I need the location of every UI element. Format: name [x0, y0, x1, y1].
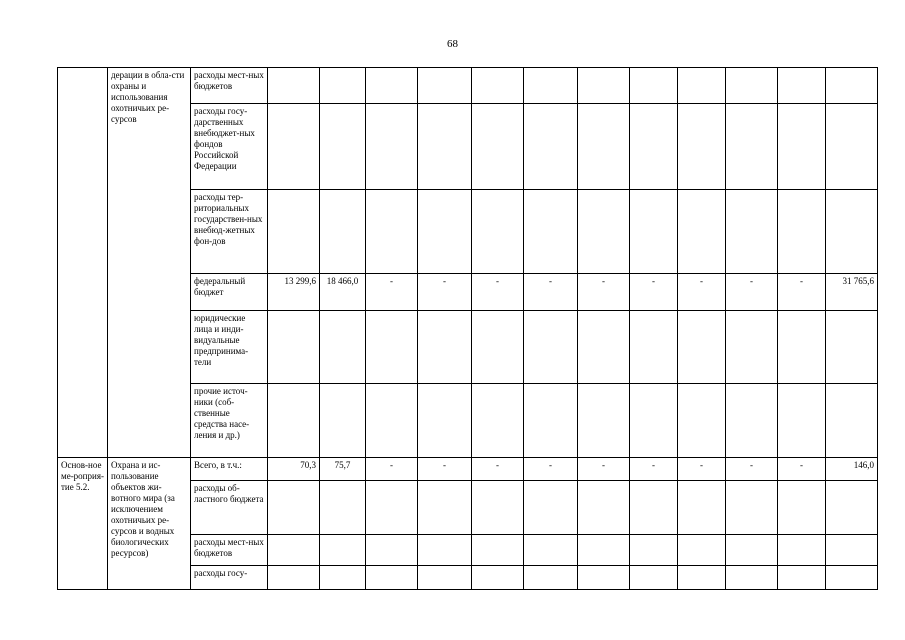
value-cell: -	[778, 458, 826, 481]
value-cell	[268, 535, 320, 566]
value-cell	[726, 311, 778, 384]
value-cell: -	[778, 274, 826, 311]
value-cell: -	[678, 458, 726, 481]
funding-source-cell: расходы госу-дарственных внебюджет-ных фондов Российской Федерации	[191, 104, 268, 190]
value-cell	[826, 535, 878, 566]
value-cell	[320, 566, 366, 590]
value-cell	[268, 384, 320, 458]
value-cell	[630, 384, 678, 458]
value-cell	[578, 190, 630, 274]
value-cell	[630, 311, 678, 384]
value-cell: -	[472, 274, 524, 311]
value-cell: -	[418, 274, 472, 311]
value-cell	[418, 104, 472, 190]
value-cell	[366, 481, 418, 535]
value-cell	[366, 384, 418, 458]
value-cell	[472, 566, 524, 590]
value-cell	[472, 190, 524, 274]
value-cell	[578, 481, 630, 535]
value-cell	[366, 190, 418, 274]
value-cell	[630, 566, 678, 590]
value-cell: -	[418, 458, 472, 481]
value-cell	[472, 311, 524, 384]
value-cell: -	[472, 458, 524, 481]
funding-source-cell: расходы тер-риториальных государствен-ных внебюд-жетных фон-дов	[191, 190, 268, 274]
value-cell: -	[630, 458, 678, 481]
program-name-cell: дерации в обла-сти охраны и использования охотничьих ре-сурсов	[108, 68, 191, 458]
value-cell: 18 466,0	[320, 274, 366, 311]
value-cell	[726, 190, 778, 274]
value-cell	[418, 481, 472, 535]
value-cell	[320, 535, 366, 566]
value-cell	[678, 566, 726, 590]
value-cell	[826, 311, 878, 384]
value-cell	[778, 535, 826, 566]
value-cell: -	[524, 458, 578, 481]
value-cell	[578, 384, 630, 458]
value-cell	[826, 190, 878, 274]
funding-source-cell: расходы мест-ных бюджетов	[191, 535, 268, 566]
value-cell	[726, 481, 778, 535]
value-cell	[726, 104, 778, 190]
value-cell	[678, 535, 726, 566]
value-cell: -	[524, 274, 578, 311]
value-cell	[630, 481, 678, 535]
value-cell	[778, 566, 826, 590]
value-cell	[778, 481, 826, 535]
funding-source-cell: расходы об-ластного бюджета	[191, 481, 268, 535]
value-cell	[826, 481, 878, 535]
value-cell	[524, 384, 578, 458]
value-cell	[366, 104, 418, 190]
value-cell	[578, 104, 630, 190]
value-cell	[320, 384, 366, 458]
value-cell	[578, 535, 630, 566]
program-name-cell: Охрана и ис-пользование объектов жи-вотного мира (за исключением охотничьих ре-сурсов и водных биологических ресурсов)	[108, 458, 191, 590]
value-cell	[320, 68, 366, 104]
budget-table	[57, 67, 878, 590]
funding-source-cell: юридические лица и инди-видуальные предпринима-тели	[191, 311, 268, 384]
value-cell	[578, 311, 630, 384]
table-row	[58, 458, 878, 481]
value-cell: 70,3	[268, 458, 320, 481]
value-cell	[268, 481, 320, 535]
value-cell	[418, 190, 472, 274]
value-cell	[678, 384, 726, 458]
value-cell	[268, 566, 320, 590]
value-cell	[320, 311, 366, 384]
funding-source-cell: расходы госу-	[191, 566, 268, 590]
value-cell	[630, 104, 678, 190]
value-cell	[524, 68, 578, 104]
value-cell	[366, 68, 418, 104]
value-cell	[678, 190, 726, 274]
value-cell	[826, 104, 878, 190]
value-cell: -	[366, 458, 418, 481]
value-cell	[726, 68, 778, 104]
value-cell	[578, 68, 630, 104]
value-cell	[678, 481, 726, 535]
page-number: 68	[447, 38, 458, 50]
value-cell	[678, 68, 726, 104]
value-cell	[524, 535, 578, 566]
value-cell	[472, 535, 524, 566]
value-cell: 146,0	[826, 458, 878, 481]
funding-source-cell: федеральный бюджет	[191, 274, 268, 311]
value-cell: -	[726, 458, 778, 481]
value-cell	[320, 190, 366, 274]
value-cell	[472, 481, 524, 535]
value-cell	[630, 68, 678, 104]
value-cell	[524, 481, 578, 535]
value-cell	[268, 311, 320, 384]
value-cell	[418, 68, 472, 104]
value-cell	[472, 68, 524, 104]
value-cell	[778, 104, 826, 190]
value-cell	[320, 481, 366, 535]
value-cell	[630, 535, 678, 566]
value-cell: -	[630, 274, 678, 311]
value-cell	[826, 384, 878, 458]
value-cell	[726, 384, 778, 458]
program-code-cell	[58, 68, 108, 458]
value-cell	[366, 311, 418, 384]
value-cell	[630, 190, 678, 274]
table-row	[58, 68, 878, 104]
value-cell	[726, 566, 778, 590]
value-cell	[578, 566, 630, 590]
value-cell	[418, 311, 472, 384]
value-cell: -	[578, 274, 630, 311]
value-cell	[524, 311, 578, 384]
value-cell: -	[366, 274, 418, 311]
value-cell	[472, 104, 524, 190]
funding-source-cell: прочие источ-ники (соб-ственные средства насе-ления и др.)	[191, 384, 268, 458]
program-code-cell: Основ-ное ме-роприя-тие 5.2.	[58, 458, 108, 590]
funding-source-cell: Всего, в т.ч.:	[191, 458, 268, 481]
value-cell: -	[678, 274, 726, 311]
value-cell: -	[726, 274, 778, 311]
funding-source-cell: расходы мест-ных бюджетов	[191, 68, 268, 104]
value-cell: 13 299,6	[268, 274, 320, 311]
value-cell	[268, 68, 320, 104]
value-cell	[418, 384, 472, 458]
value-cell	[418, 566, 472, 590]
value-cell	[472, 384, 524, 458]
value-cell	[778, 68, 826, 104]
value-cell	[778, 311, 826, 384]
value-cell	[268, 104, 320, 190]
value-cell	[826, 68, 878, 104]
value-cell	[678, 104, 726, 190]
value-cell	[418, 535, 472, 566]
value-cell	[678, 311, 726, 384]
value-cell	[268, 190, 320, 274]
value-cell	[778, 190, 826, 274]
value-cell	[726, 535, 778, 566]
value-cell: 31 765,6	[826, 274, 878, 311]
value-cell	[524, 566, 578, 590]
value-cell	[366, 566, 418, 590]
value-cell	[524, 104, 578, 190]
value-cell	[524, 190, 578, 274]
value-cell: -	[578, 458, 630, 481]
value-cell	[826, 566, 878, 590]
value-cell	[778, 384, 826, 458]
value-cell: 75,7	[320, 458, 366, 481]
value-cell	[366, 535, 418, 566]
value-cell	[320, 104, 366, 190]
